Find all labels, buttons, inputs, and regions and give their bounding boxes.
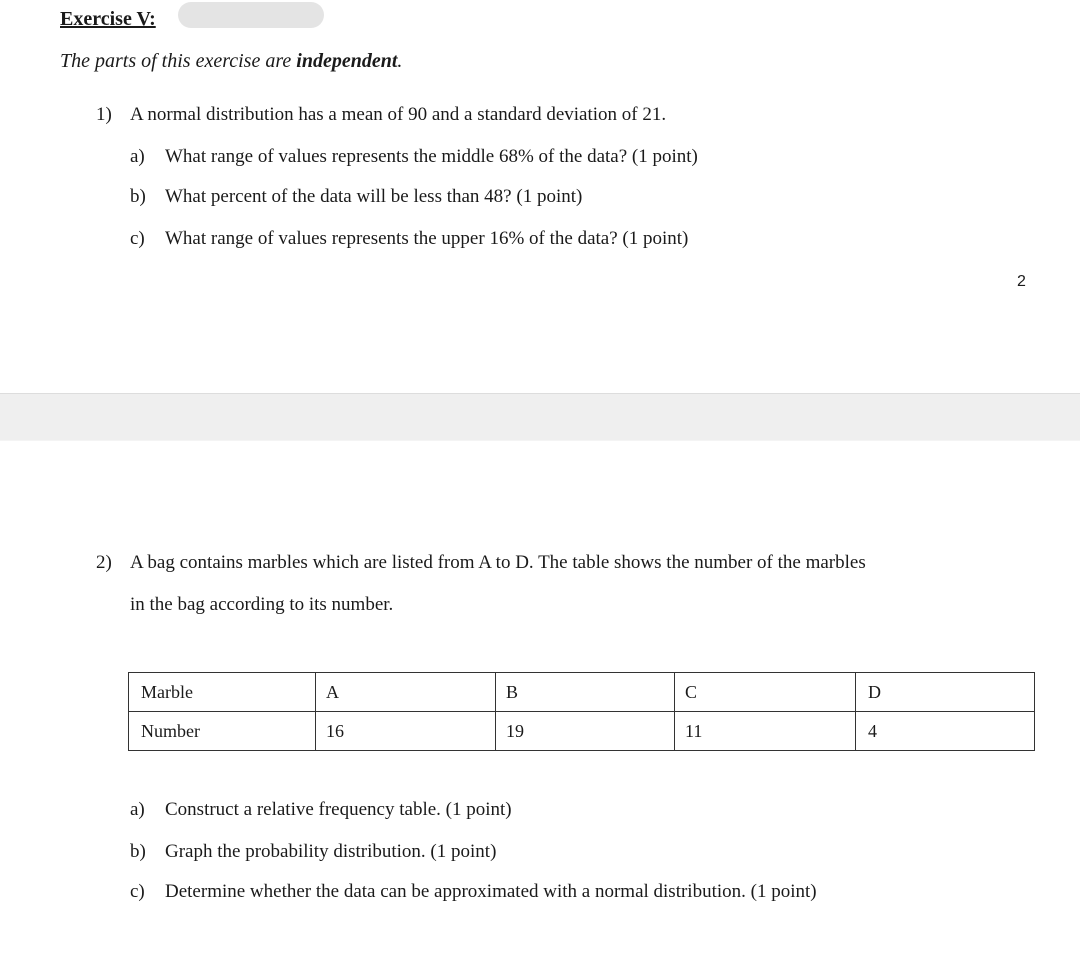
table-row xyxy=(129,673,1035,712)
question-1-number: 1) xyxy=(96,104,112,125)
table-row-header-number: Number xyxy=(129,712,316,751)
question-1c-letter: c) xyxy=(130,228,145,249)
table-cell-number-a: 16 xyxy=(316,712,496,751)
exercise-title: Exercise V: xyxy=(60,8,156,30)
intro-bold: independent xyxy=(296,50,398,72)
table-cell-marble-b: B xyxy=(496,673,675,712)
question-2a-letter: a) xyxy=(130,799,145,820)
marble-table xyxy=(128,672,1035,751)
question-1c-text: What range of values represents the upper 16% of the data? (1 point) xyxy=(165,228,689,249)
question-2c-text: Determine whether the data can be approximated with a normal distribution. (1 point) xyxy=(165,881,817,902)
question-1a-text: What range of values represents the middle 68% of the data? (1 point) xyxy=(165,146,698,167)
redacted-region xyxy=(178,2,324,28)
question-1b-letter: b) xyxy=(130,186,146,207)
table-cell-marble-a: A xyxy=(316,673,496,712)
intro-suffix: . xyxy=(397,50,403,72)
question-2b-text: Graph the probability distribution. (1 point) xyxy=(165,841,497,862)
question-2-text-line1: A bag contains marbles which are listed from A to D. The table shows the number of the marbles xyxy=(130,552,866,573)
table-row-header-marble: Marble xyxy=(129,673,316,712)
question-1-text: A normal distribution has a mean of 90 and a standard deviation of 21. xyxy=(130,104,667,125)
intro-prefix: The parts of this exercise are xyxy=(60,50,297,72)
question-2-number: 2) xyxy=(96,552,112,573)
table-cell-marble-d: D xyxy=(856,673,1035,712)
table-row xyxy=(129,712,1035,751)
question-2a-text: Construct a relative frequency table. (1 point) xyxy=(165,799,512,820)
table-cell-number-c: 11 xyxy=(675,712,856,751)
page-break-divider xyxy=(0,393,1080,441)
exercise-intro xyxy=(60,50,402,73)
table-cell-number-b: 19 xyxy=(496,712,675,751)
question-2-text-line2: in the bag according to its number. xyxy=(130,594,394,615)
question-1b-text: What percent of the data will be less than 48? (1 point) xyxy=(165,186,583,207)
page-number: 2 xyxy=(1017,273,1026,290)
table-cell-marble-c: C xyxy=(675,673,856,712)
question-2c-letter: c) xyxy=(130,881,145,902)
question-1a-letter: a) xyxy=(130,146,145,167)
table-cell-number-d: 4 xyxy=(856,712,1035,751)
question-2b-letter: b) xyxy=(130,841,146,862)
